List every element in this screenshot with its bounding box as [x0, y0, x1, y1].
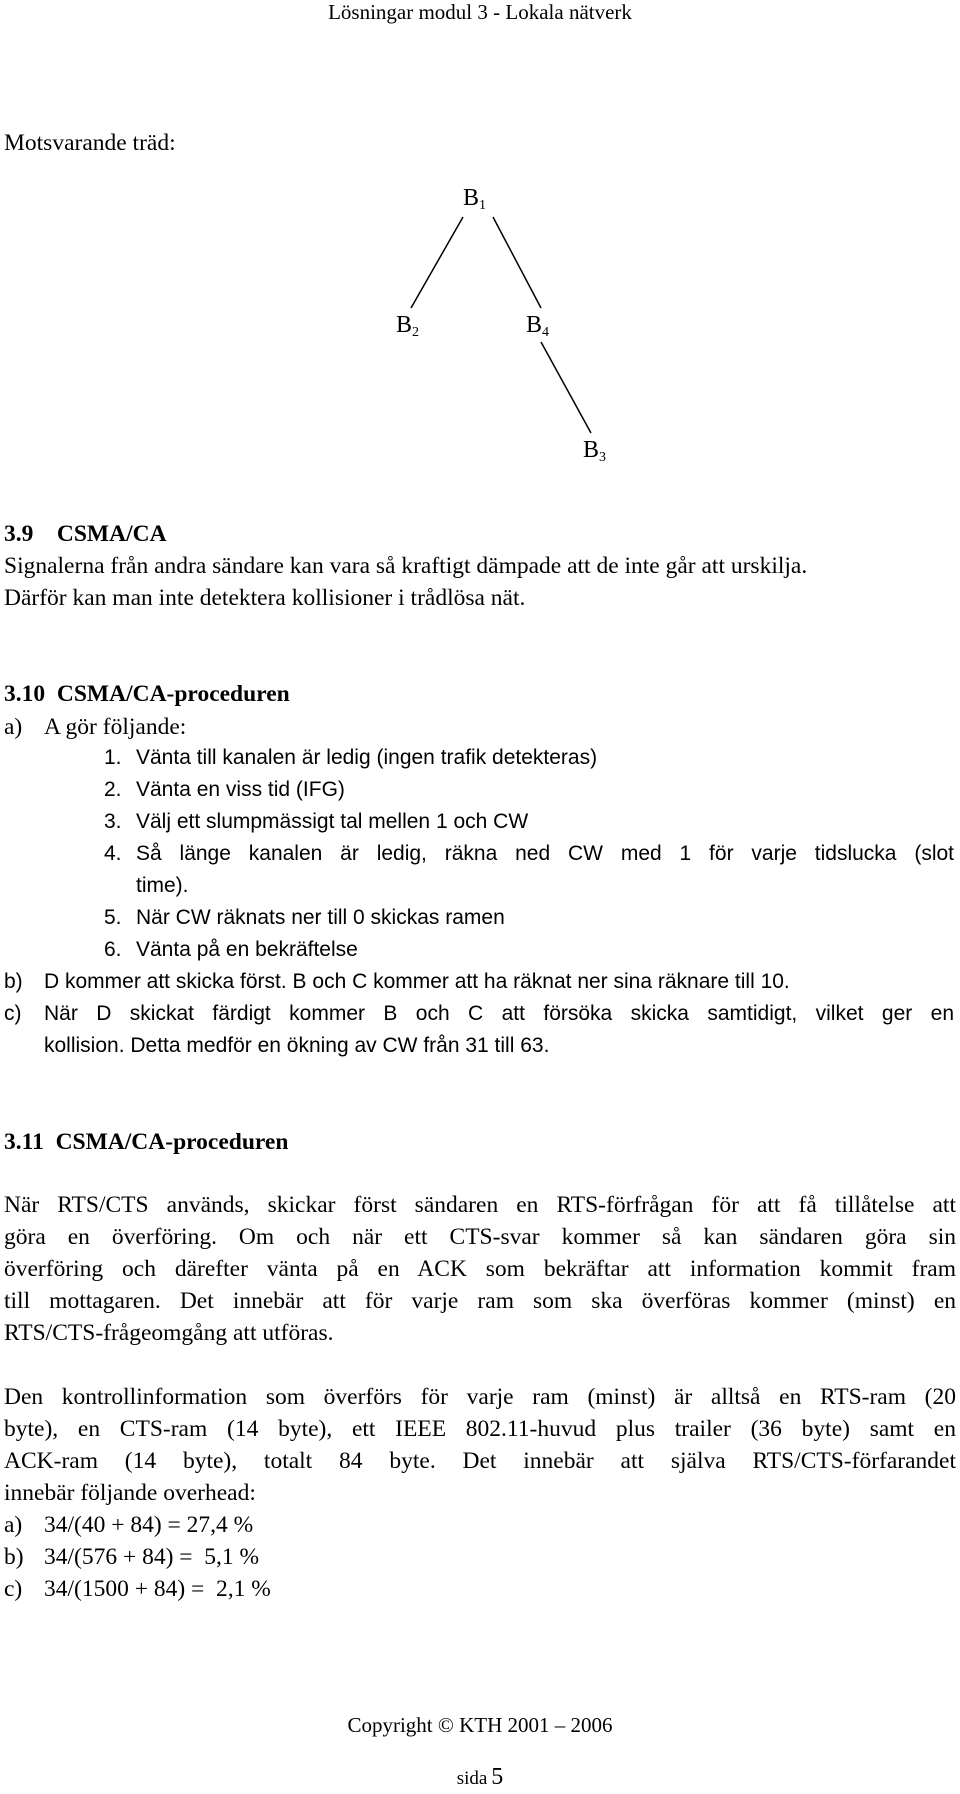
- page-number: 5: [491, 1764, 504, 1790]
- page-label: sida: [456, 1768, 488, 1789]
- step-text: Vänta på en bekräftelse: [136, 938, 358, 961]
- tree-diagram: [370, 175, 650, 475]
- node-index: 4: [542, 325, 550, 340]
- paragraph-1-line: RTS/CTS-frågeomgång att utföras.: [4, 1320, 334, 1346]
- step-text: Vänta till kanalen är ledig (ingen trafik detekteras): [136, 746, 598, 769]
- section-3-9-line: Därför kan man inte detektera kollisioner i trådlösa nät.: [4, 585, 526, 611]
- item-c-text-continued: kollision. Detta medför en ökning av CW från 31 till 63.: [44, 1034, 550, 1057]
- node-letter: B: [463, 185, 480, 211]
- item-b-text: D kommer att skicka först. B och C kommer att ha räknat ner sina räknare till 10.: [44, 970, 790, 993]
- section-3-11-heading: 3.11 CSMA/CA-proceduren: [4, 1129, 289, 1155]
- paragraph-2-line: innebär följande overhead:: [4, 1480, 256, 1506]
- node-index: 1: [479, 198, 487, 213]
- item-c-label: c): [4, 1002, 22, 1025]
- section-3-9-heading: 3.9 CSMA/CA: [4, 521, 167, 547]
- edge-b1-b2: [411, 217, 463, 308]
- calc-expression: 34/(40 + 84) = 27,4 %: [44, 1512, 254, 1538]
- calc-expression: 34/(576 + 84) = 5,1 %: [44, 1544, 260, 1570]
- step-number: 3.: [104, 810, 122, 833]
- paragraph-2-line: byte), en CTS-ram (14 byte), ett IEEE 802.11-huvud plus trailer (36 byte) samt en: [4, 1416, 956, 1442]
- section-3-9-line: Signalerna från andra sändare kan vara så kraftigt dämpade att de inte går att urskilja.: [4, 553, 808, 579]
- step-text: Så länge kanalen är ledig, räkna ned CW med 1 för varje tidslucka (slot: [136, 842, 954, 865]
- calc-expression: 34/(1500 + 84) = 2,1 %: [44, 1576, 271, 1602]
- item-b-label: b): [4, 970, 23, 993]
- paragraph-1-line: överföring och därefter vänta på en ACK som bekräftar att information kommit fram: [4, 1256, 956, 1282]
- tree-node-b4: [526, 312, 549, 341]
- tree-node-b1: [463, 185, 486, 214]
- step-text: Vänta en viss tid (IFG): [136, 778, 345, 801]
- calc-label: b): [4, 1544, 24, 1570]
- page-number-line: [0, 1764, 960, 1791]
- copyright-notice: Copyright © KTH 2001 – 2006: [347, 1713, 613, 1737]
- tree-node-b3: [583, 437, 606, 466]
- item-c-text: När D skickat färdigt kommer B och C att försöka skicka samtidigt, vilket ger en: [44, 1002, 954, 1025]
- section-3-10-heading: 3.10 CSMA/CA-proceduren: [4, 681, 290, 707]
- step-number: 1.: [104, 746, 122, 769]
- step-number: 6.: [104, 938, 122, 961]
- calc-label: a): [4, 1512, 23, 1538]
- page-header: Lösningar modul 3 - Lokala nätverk: [328, 0, 632, 24]
- paragraph-1-line: göra en överföring. Om och när ett CTS-svar kommer så kan sändaren göra sin: [4, 1224, 956, 1250]
- paragraph-1-line: När RTS/CTS används, skickar först sändaren en RTS-förfrågan för att få tillåtelse att: [4, 1192, 956, 1218]
- edge-b1-b4: [493, 217, 541, 308]
- node-letter: B: [396, 312, 413, 338]
- step-number: 5.: [104, 906, 122, 929]
- step-text: Välj ett slumpmässigt tal mellen 1 och CW: [136, 810, 529, 833]
- node-letter: B: [526, 312, 543, 338]
- step-text: När CW räknats ner till 0 skickas ramen: [136, 906, 505, 929]
- step-text-continued: time).: [136, 874, 189, 897]
- calc-label: c): [4, 1576, 23, 1602]
- paragraph-1-line: till mottagaren. Det innebär att för varje ram som ska överföras kommer (minst) en: [4, 1288, 956, 1314]
- tree-node-b2: [396, 312, 419, 341]
- edge-b4-b3: [541, 342, 591, 433]
- step-number: 2.: [104, 778, 122, 801]
- node-index: 3: [599, 450, 607, 465]
- paragraph-2-line: Den kontrollinformation som överförs för varje ram (minst) är alltså en RTS-ram (20: [4, 1384, 956, 1410]
- step-number: 4.: [104, 842, 122, 865]
- paragraph-2-line: ACK-ram (14 byte), totalt 84 byte. Det innebär att själva RTS/CTS-förfarandet: [4, 1448, 956, 1474]
- node-letter: B: [583, 437, 600, 463]
- item-a-text: A gör följande:: [44, 714, 187, 740]
- node-index: 2: [412, 325, 420, 340]
- tree-caption: Motsvarande träd:: [4, 130, 176, 156]
- item-a-label: a): [4, 714, 23, 740]
